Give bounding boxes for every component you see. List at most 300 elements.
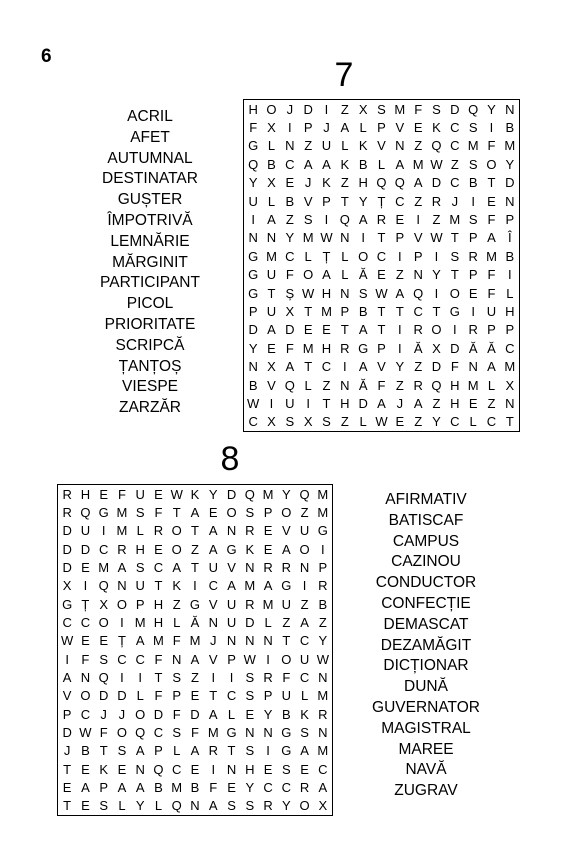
grid-letter: P [62,706,72,722]
grid-letter: D [117,688,127,704]
grid-letter: T [63,761,72,777]
grid-letter: Q [339,212,350,228]
grid-letter: I [361,230,365,246]
grid-letter: M [504,138,516,154]
grid-letter: P [322,193,331,209]
grid-letter: O [116,596,127,612]
grid-letter: S [117,743,127,759]
grid-letter: R [263,559,273,575]
grid-letter: C [98,541,109,557]
grid-letter: A [117,559,127,575]
grid-letter: I [138,669,142,685]
grid-letter: Y [318,633,328,649]
grid-letter: J [451,193,459,209]
grid-letter: R [413,377,423,393]
grid-letter: O [80,688,91,704]
grid-letter: N [245,559,255,575]
grid-letter: R [468,248,478,264]
grid-letter: V [281,523,291,539]
grid-letter: U [80,523,91,539]
grid-letter: L [359,414,367,430]
grid-letter: S [99,651,108,667]
grid-letter: D [245,614,255,630]
grid-letter: I [65,651,69,667]
grid-letter: W [247,395,260,411]
grid-letter: T [377,322,386,338]
grid-letter: I [321,541,325,557]
grid-letter: Ă [358,267,368,283]
puzzle-number-8: 8 [220,440,240,478]
grid-letter: C [172,761,182,777]
grid-letter: Q [244,486,255,502]
grid-letter: A [487,359,496,375]
grid-letter: X [99,596,108,612]
grid-letter: H [505,303,515,319]
grid-letter: R [281,559,292,575]
grid-letter: A [300,614,309,630]
grid-letter: L [264,614,272,630]
grid-letter: N [266,230,277,246]
grid-letter: Ț [117,633,126,649]
grid-letter: F [81,651,90,667]
grid-letter: X [62,578,72,594]
grid-letter: T [282,633,291,649]
grid-letter: Q [431,138,442,154]
word-item: DESTINATAR [102,170,198,188]
grid-letter: O [98,614,109,630]
grid-letter: Z [318,614,327,630]
grid-letter: M [153,633,164,649]
grid-letter: S [172,724,182,740]
grid-letter: V [303,193,313,209]
grid-letter: L [267,193,276,209]
grid-letter: Q [413,285,424,301]
grid-letter: G [281,743,292,759]
grid-letter: Q [468,101,479,117]
grid-letter: G [248,285,259,301]
grid-letter: Ț [81,596,90,612]
grid-letter: S [281,761,291,777]
grid-letter: C [153,559,164,575]
grid-letter: F [285,340,294,356]
grid-letter: Z [395,267,404,283]
grid-letter: J [100,706,107,722]
grid-letter: Z [414,414,423,430]
grid-letter: E [99,486,108,502]
grid-letter: I [302,578,307,594]
grid-letter: T [267,285,276,301]
grid-letter: V [377,359,386,375]
grid-letter: N [263,633,273,649]
grid-letter: S [245,743,255,759]
grid-letter: R [117,541,127,557]
grid-letter: T [450,267,459,283]
grid-letter: E [303,322,313,338]
grid-letter: K [432,120,441,136]
grid-letter: I [266,651,270,667]
grid-letter: L [154,798,163,814]
grid-letter: A [190,743,200,759]
grid-letter: D [80,541,91,557]
grid-letter: E [285,175,295,191]
grid-letter: D [62,541,72,557]
word-item: GUȘTER [117,191,183,209]
grid-letter: W [170,486,183,502]
word-list-8 [354,490,498,802]
grid-letter: I [324,101,329,117]
grid-letter: W [302,285,315,301]
grid-letter: F [487,267,496,283]
grid-letter: A [322,267,331,283]
grid-letter: F [154,688,163,704]
grid-letter: G [98,504,109,520]
grid-letter: I [306,395,310,411]
grid-letter: S [227,798,236,814]
grid-letter: A [358,359,368,375]
grid-letter: P [135,596,145,612]
grid-letter: T [154,669,163,685]
grid-letter: A [227,578,236,594]
grid-letter: Z [414,359,423,375]
grid-letter: H [153,596,164,612]
grid-letter: O [303,267,314,283]
grid-letter: E [190,688,200,704]
grid-letter: U [266,303,277,319]
grid-letter: P [468,267,478,283]
grid-letter: L [341,267,349,283]
grid-letter: M [266,248,277,264]
grid-letter: Q [248,156,259,172]
grid-letter: B [285,193,295,209]
grid-letter: G [226,724,237,740]
grid-letter: Y [505,156,515,172]
grid-letter: U [281,596,292,612]
grid-letter: Î [508,230,512,246]
grid-letter: Z [432,212,441,228]
grid-letter: S [300,724,309,740]
grid-letter: V [227,559,236,575]
grid-letter: Y [432,267,441,283]
grid-letter: R [376,212,387,228]
word-item: DICȚIONAR [383,657,469,675]
grid-letter: A [263,578,273,594]
grid-letter: W [430,230,443,246]
word-item: PARTICIPANT [100,274,200,292]
grid-letter: X [285,303,295,319]
grid-letter: O [358,248,369,264]
word-item: DEZAMĂGIT [380,636,472,654]
grid-letter: M [134,614,146,630]
grid-letter: L [341,248,349,264]
grid-letter: L [377,156,386,172]
grid-letter: R [263,669,273,685]
grid-letter: M [262,486,274,502]
grid-letter: C [263,779,273,795]
grid-letter: V [413,230,423,246]
grid-letter: S [468,156,478,172]
grid-letter: P [487,322,496,338]
grid-letter: S [245,798,255,814]
grid-letter: B [468,175,478,191]
grid-letter: N [340,230,350,246]
grid-letter: V [208,596,218,612]
word-item: BATISCAF [388,511,464,529]
grid-letter: N [468,359,478,375]
grid-letter: Y [248,175,258,191]
grid-letter: U [486,303,497,319]
grid-letter: I [288,120,292,136]
grid-letter: B [81,743,90,759]
grid-letter: C [318,761,328,777]
grid-letter: P [227,651,236,667]
grid-letter: T [63,798,72,814]
grid-letter: O [449,285,460,301]
grid-letter: E [81,633,90,649]
grid-letter: D [98,688,109,704]
grid-letter: C [505,340,515,356]
grid-letter: N [226,523,237,539]
grid-letter: N [80,669,91,685]
grid-letter: S [285,414,295,430]
grid-letter: M [116,504,128,520]
grid-letter: Z [172,596,181,612]
grid-letter: M [317,486,329,502]
grid-letter: S [322,414,331,430]
grid-letter: D [153,706,164,722]
grid-letter: I [471,303,475,319]
grid-letter: Y [432,414,441,430]
grid-letter: X [318,798,328,814]
grid-letter: U [299,651,310,667]
grid-letter: T [191,523,199,539]
letter-grid-7 [243,99,520,432]
grid-letter: I [269,395,274,411]
grid-letter: Z [304,138,313,154]
word-item: PICOL [126,295,174,313]
word-item: ZUGRAV [394,782,458,800]
grid-letter: S [245,688,255,704]
grid-letter: X [303,414,313,430]
grid-letter: I [453,322,457,338]
grid-letter: C [80,706,91,722]
grid-letter: D [431,359,442,375]
grid-letter: E [81,559,90,575]
grid-letter: M [116,523,128,539]
grid-letter: P [172,688,182,704]
grid-letter: T [395,303,404,319]
grid-letter: F [487,138,496,154]
grid-letter: Y [263,706,273,722]
grid-letter: A [62,669,72,685]
grid-letter: B [358,303,368,319]
grid-letter: L [136,688,144,704]
grid-letter: J [396,395,404,411]
grid-letter: Z [300,504,309,520]
grid-letter: E [208,504,218,520]
grid-letter: C [299,633,310,649]
grid-letter: B [267,156,276,172]
grid-letter: O [116,724,127,740]
grid-letter: H [321,340,332,356]
grid-letter: E [263,523,273,539]
word-item: AFIRMATIV [385,491,467,508]
grid-letter: N [226,761,237,777]
grid-letter: J [210,633,217,649]
grid-letter: Y [358,193,368,209]
grid-letter: C [226,688,237,704]
grid-letter: J [323,120,330,136]
word-item: MĂRGINIT [112,253,188,271]
grid-letter: E [227,779,236,795]
grid-letter: E [81,761,90,777]
grid-letter: Q [171,798,182,814]
grid-letter: R [340,340,350,356]
grid-letter: B [505,248,515,264]
grid-letter: C [281,779,292,795]
grid-letter: F [191,724,199,740]
grid-letter: M [189,633,201,649]
grid-letter: A [208,541,218,557]
grid-letter: B [318,596,328,612]
grid-letter: K [172,578,182,594]
grid-letter: E [154,541,163,557]
grid-letter: U [226,596,237,612]
grid-letter: R [208,743,218,759]
grid-letter: E [117,761,127,777]
grid-letter: V [267,377,276,393]
grid-letter: I [398,340,402,356]
grid-letter: T [377,303,386,319]
grid-letter: B [281,706,291,722]
grid-letter: Ă [468,340,478,356]
grid-letter: R [413,322,423,338]
grid-letter: V [395,120,405,136]
grid-letter: A [487,230,496,246]
grid-letter: A [358,322,368,338]
grid-letter: E [395,414,405,430]
grid-letter: O [135,706,146,722]
grid-letter: Y [248,340,258,356]
grid-letter: C [117,651,127,667]
grid-letter: G [317,523,328,539]
grid-letter: P [99,779,108,795]
grid-letter: P [413,248,423,264]
grid-letter: N [505,101,515,117]
grid-letter: H [135,541,145,557]
grid-letter: C [80,614,91,630]
grid-letter: U [135,486,145,502]
grid-letter: F [377,377,386,393]
grid-letter: L [173,614,181,630]
grid-letter: K [358,138,368,154]
grid-letter: C [376,248,387,264]
grid-letter: H [245,761,255,777]
grid-letter: N [263,724,273,740]
grid-letter: A [267,212,276,228]
grid-letter: A [322,156,331,172]
grid-letter: E [395,212,405,228]
page-number: 6 [41,46,52,67]
grid-letter: P [377,340,386,356]
word-item: ZARZĂR [119,399,181,417]
puzzle-number-7: 7 [334,56,354,94]
grid-letter: M [486,248,497,264]
word-item: CONDUCTOR [375,574,477,592]
grid-letter: T [304,359,313,375]
grid-letter: T [487,175,496,191]
grid-letter: K [340,156,350,172]
grid-letter: Q [284,377,295,393]
grid-letter: N [245,633,255,649]
grid-letter: U [299,523,310,539]
grid-letter: N [505,193,515,209]
grid-letter: L [304,377,312,393]
grid-letter: N [318,669,328,685]
grid-letter: Y [395,359,405,375]
grid-letter: U [208,559,218,575]
grid-letter: C [299,669,310,685]
grid-letter: V [62,688,72,704]
grid-letter: M [412,156,424,172]
grid-letter: M [171,779,183,795]
grid-letter: I [101,523,106,539]
grid-letter: H [321,285,332,301]
grid-letter: Z [322,377,331,393]
grid-letter: W [316,651,329,667]
grid-letter: A [395,285,405,301]
grid-letter: L [469,414,477,430]
grid-letter: F [450,359,459,375]
grid-letter: O [281,651,292,667]
grid-letter: O [486,156,497,172]
grid-letter: K [245,541,255,557]
grid-letter: E [322,322,331,338]
grid-letter: D [450,101,460,117]
grid-letter: N [395,138,405,154]
grid-letter: P [505,322,515,338]
grid-letter: R [468,322,478,338]
grid-letter: Q [299,486,310,502]
grid-letter: I [434,248,439,264]
word-item: NAVĂ [405,761,447,779]
grid-letter: B [190,779,200,795]
grid-letter: I [434,285,439,301]
grid-letter: M [262,596,274,612]
grid-letter: W [60,633,74,649]
grid-letter: E [62,779,72,795]
grid-letter: S [358,285,368,301]
grid-letter: S [135,559,145,575]
grid-letter: Q [98,669,109,685]
grid-letter: J [304,175,312,191]
grid-letter: H [153,614,164,630]
grid-letter: O [171,541,182,557]
grid-letter: L [118,798,126,814]
grid-letter: M [317,504,329,520]
grid-letter: M [302,230,314,246]
grid-letter: S [468,120,478,136]
grid-letter: A [413,395,423,411]
grid-letter: L [487,377,496,393]
grid-letter: S [172,669,182,685]
grid-letter: K [190,486,200,502]
grid-letter: E [263,761,273,777]
grid-letter: F [414,101,423,117]
grid-letter: N [208,614,218,630]
grid-letter: D [190,706,200,722]
grid-letter: C [395,193,405,209]
grid-letter: Q [98,578,109,594]
